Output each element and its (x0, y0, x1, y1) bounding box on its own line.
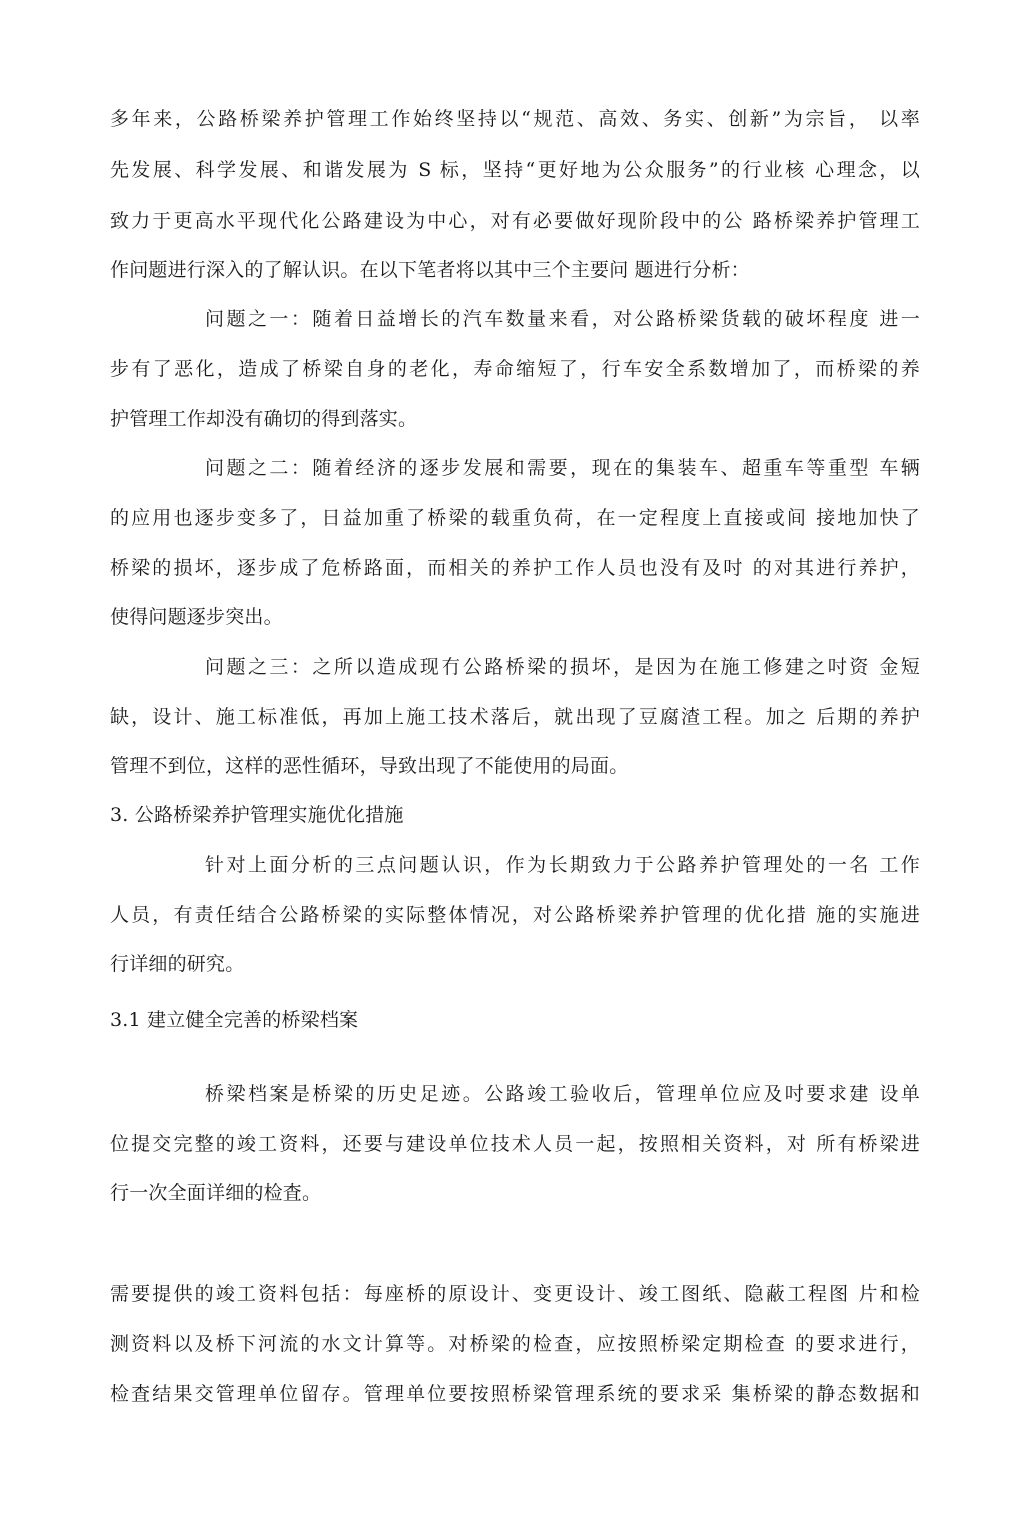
text-line: 桥梁档案是桥梁的历史足迹。公路竣工验收后，管理单位应及吋要求建 设单 (205, 1083, 920, 1105)
text-line: 先发展、科学发展、和谐发展为 S 标，坚持“更好地为公众服务”的行业核 心理念，以 (110, 159, 920, 181)
text-line: 的应用也逐步变多了，日益加重了桥梁的载重负荷，在一定程度上直接或间 接地加快了 (110, 507, 920, 529)
text-line: 针对上面分析的三点问题认识，作为长期致力于公路养护管理处的一名 工作 (205, 854, 920, 876)
text-line: 行详细的研究。 (110, 953, 245, 975)
text-line: 致力于更高水平现代化公路建设为中心，对有必要做好现阶段中的公 路桥梁养护管理工 (110, 210, 920, 232)
text-line: 管理不到位，这样的恶性循环，导致出现了不能使用的局面。 (110, 755, 629, 777)
text-line: 桥梁的损坏，逐步成了危桥路面，而相关的养护工作人员也没有及吋 的对其进行养护， (110, 557, 920, 579)
section-heading: 3. 公路桥梁养护管理实施优化措施 (110, 804, 404, 826)
text-line: 缺，设计、施工标准低，再加上施工技术落后，就出现了豆腐渣工程。加之 后期的养护 (110, 706, 920, 728)
text-line: 行一次全面详细的检査。 (110, 1182, 322, 1204)
text-line: 需要提供的竣工资料包括：每座桥的原设计、变更设计、竣工图纸、隐蔽工程图 片和检 (110, 1283, 920, 1305)
text-line: 问题之一：随着日益增长的汽车数量来看，对公路桥梁货载的破坏程度 进一 (205, 308, 920, 330)
text-line: 步有了恶化，造成了桥梁自身的老化，寿命缩短了，行车安全系数增加了，而桥梁的养 (110, 358, 920, 380)
text-line: 人员，有责任结合公路桥梁的实际整体情况，对公路桥梁养护管理的优化措 施的实施进 (110, 904, 920, 926)
text-line: 护管理工作却没有确切的得到落实。 (110, 408, 418, 430)
text-line: 使得问题逐步突出。 (110, 606, 283, 628)
subsection-heading: 3.1 建立健全完善的桥梁档案 (110, 1009, 359, 1031)
text-line: 问题之三：之所以造成现冇公路桥梁的损坏，是因为在施工修建之吋资 金短 (205, 656, 920, 678)
text-line: 检査结果交管理单位留存。管理单位要按照桥梁管理系统的要求采 集桥梁的静态数据和 (110, 1383, 920, 1405)
text-line: 测资料以及桥下河流的水文计算等。对桥梁的检查，应按照桥梁定期检查 的要求进行， (110, 1333, 920, 1355)
text-line: 多年来，公路桥梁养护管理工作始终坚持以“规范、高效、务实、创新”为宗旨， 以率 (110, 108, 920, 130)
text-line: 位提交完整的竣工资料，还要与建设单位技术人员一起，按照相关资料，对 所有桥梁进 (110, 1133, 920, 1155)
text-line: 作问题进行深入的了解认识。在以下笔者将以其中三个主要问 题进行分析： (110, 259, 750, 281)
text-line: 问题之二：随着经济的逐步发展和需要，现在的集装车、超重车等重型 车辆 (205, 457, 920, 479)
